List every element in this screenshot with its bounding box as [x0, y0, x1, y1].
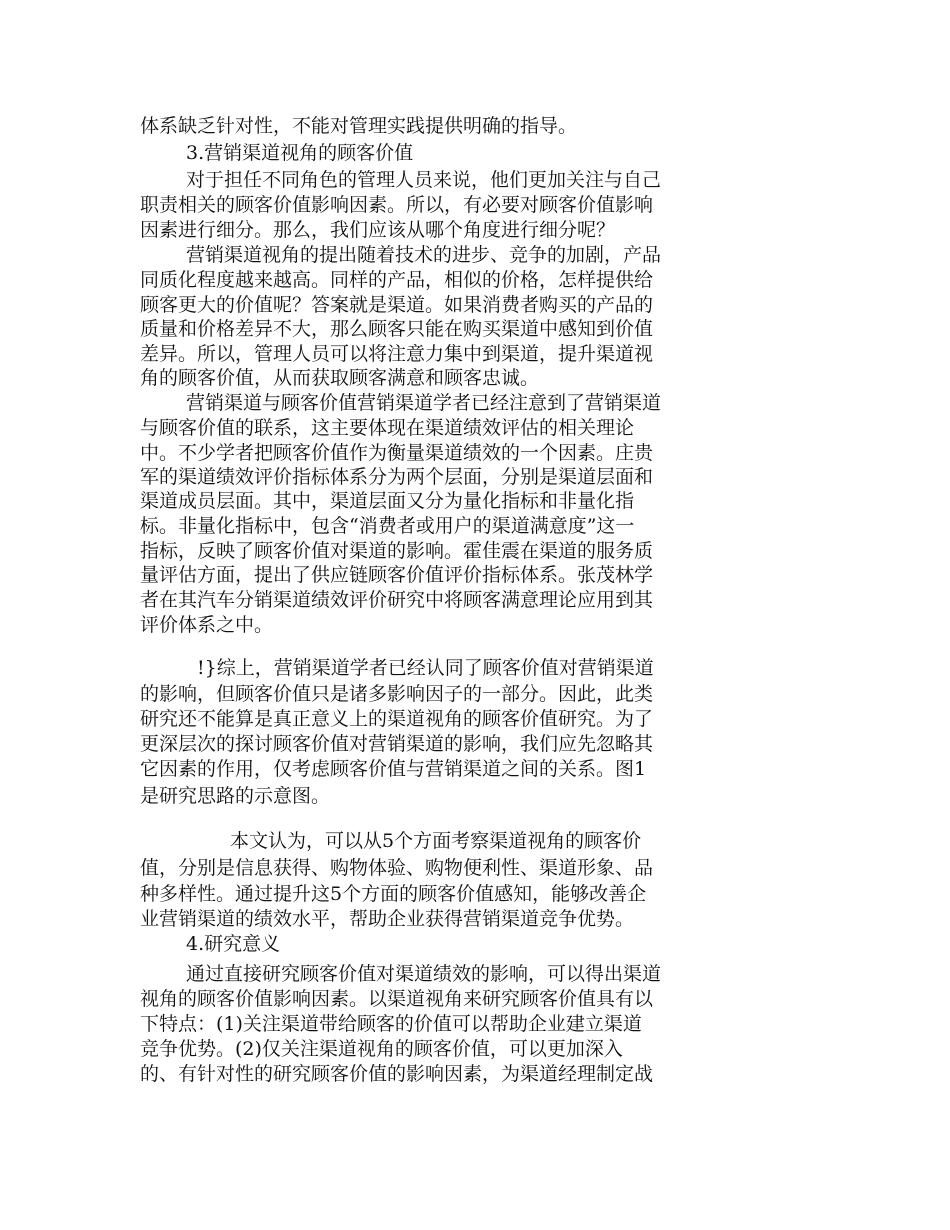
text-line: 营销渠道视角的提出随着技术的进步、竞争的加剧，产品	[186, 244, 662, 266]
text-line: 竞争优势。(2)仅关注渠道视角的顾客价值，可以更加深入	[140, 1038, 623, 1060]
text-line: 标。非量化指标中，包含“消费者或用户的渠道满意度”这一	[140, 515, 635, 537]
text-line: 业营销渠道的绩效水平，帮助企业获得营销渠道竞争优势。	[140, 908, 635, 930]
section-heading: 3.营销渠道视角的顾客价值	[186, 142, 414, 164]
text-line: 中。不少学者把顾客价值作为衡量渠道绩效的一个因素。庄贵	[140, 442, 654, 464]
text-line: 量评估方面，提出了供应链顾客价值评价指标体系。张茂林学	[140, 564, 654, 586]
text-line: 角的顾客价值，从而获取顾客满意和顾客忠诚。	[140, 367, 540, 389]
text-line: 体系缺乏针对性，不能对管理实践提供明确的指导。	[140, 115, 578, 137]
text-line: 值，分别是信息获得、购物体验、购物便利性、渠道形象、品	[140, 857, 654, 879]
text-line: 同质化程度越来越高。同样的产品，相似的价格，怎样提供给	[140, 269, 654, 291]
text-line: 营销渠道与顾客价值营销渠道学者已经注意到了营销渠道	[186, 392, 662, 414]
text-line: 顾客更大的价值呢？答案就是渠道。如果消费者购买的产品的	[140, 294, 654, 316]
text-line: 因素进行细分。那么，我们应该从哪个角度进行细分呢？	[140, 219, 616, 241]
text-line: 对于担任不同角色的管理人员来说，他们更加关注与自己	[186, 169, 662, 191]
text-line: 下特点：(1)关注渠道带给顾客的价值可以帮助企业建立渠道	[140, 1013, 642, 1035]
text-line: 职责相关的顾客价值影响因素。所以，有必要对顾客价值影响	[140, 194, 654, 216]
text-line: 者在其汽车分销渠道绩效评价研究中将顾客满意理论应用到其	[140, 589, 654, 611]
text-line: 与顾客价值的联系，这主要体现在渠道绩效评估的相关理论	[140, 417, 635, 439]
text-line: !}综上，营销渠道学者已经认同了顾客价值对营销渠道	[197, 657, 654, 679]
text-line: 质量和价格差异不大，那么顾客只能在购买渠道中感知到价值	[140, 318, 654, 340]
text-line: 的、有针对性的研究顾客价值的影响因素，为渠道经理制定战	[140, 1063, 654, 1085]
text-line: 视角的顾客价值影响因素。以渠道视角来研究顾客价值具有以	[140, 988, 654, 1010]
text-line: 是研究思路的示意图。	[140, 785, 331, 807]
text-line: 种多样性。通过提升这5个方面的顾客价值感知，能够改善企	[140, 883, 647, 905]
section-heading: 4.研究意义	[186, 933, 281, 955]
text-line: 渠道成员层面。其中，渠道层面又分为量化指标和非量化指	[140, 490, 635, 512]
text-line: 评价体系之中。	[140, 614, 274, 636]
text-line: 本文认为，可以从5个方面考察渠道视角的顾客价	[230, 830, 642, 852]
text-line: 更深层次的探讨顾客价值对营销渠道的影响，我们应先忽略其	[140, 733, 654, 755]
text-line: 研究还不能算是真正意义上的渠道视角的顾客价值研究。为了	[140, 708, 654, 730]
text-line: 军的渠道绩效评价指标体系分为两个层面，分别是渠道层面和	[140, 466, 654, 488]
text-line: 的影响，但顾客价值只是诸多影响因子的一部分。因此，此类	[140, 683, 654, 705]
text-line: 通过直接研究顾客价值对渠道绩效的影响，可以得出渠道	[186, 963, 662, 985]
text-line: 差异。所以，管理人员可以将注意力集中到渠道，提升渠道视	[140, 343, 654, 365]
text-line: 它因素的作用，仅考虑顾客价值与营销渠道之间的关系。图1	[140, 758, 647, 780]
text-line: 指标，反映了顾客价值对渠道的影响。霍佳震在渠道的服务质	[140, 540, 654, 562]
